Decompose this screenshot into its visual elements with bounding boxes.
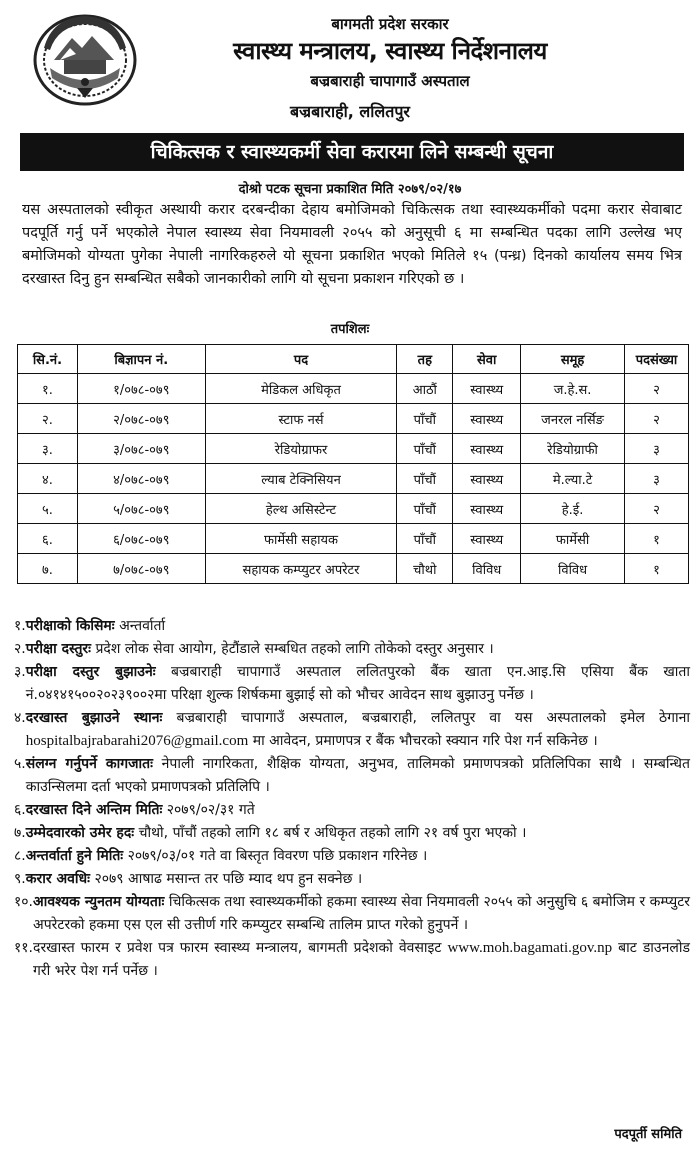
cell-level: पाँचौं xyxy=(397,404,453,434)
cell-positions: ३ xyxy=(625,434,689,464)
cell-advert-no: ३/०७८-०७९ xyxy=(77,434,205,464)
condition-item xyxy=(14,753,690,799)
condition-item xyxy=(14,615,690,638)
condition-item xyxy=(14,845,690,868)
condition-label: करार अवधिः xyxy=(25,871,90,887)
condition-label: दरखास्त बुझाउने स्थानः xyxy=(25,710,163,726)
cell-group: रेडियोग्राफी xyxy=(521,434,625,464)
vacancy-table xyxy=(17,344,689,584)
condition-number: ८. xyxy=(14,848,26,864)
condition-number: ५. xyxy=(14,756,26,772)
condition-text: चौथो, पाँचौं तहको लागि १८ बर्ष र अधिकृत तहको लागि २१ वर्ष पुरा भएको । xyxy=(138,825,527,841)
condition-text: अन्तर्वार्ता xyxy=(119,618,166,634)
cell-advert-no: ४/०७८-०७९ xyxy=(77,464,205,494)
condition-number: १. xyxy=(14,618,26,634)
col-header-serial: सि.नं. xyxy=(18,345,78,374)
col-header-advert-no: बिज्ञापन नं. xyxy=(77,345,205,374)
website-link[interactable]: www.moh.bagamati.gov.np xyxy=(447,940,613,956)
col-header-positions: पदसंख्या xyxy=(625,345,689,374)
condition-text: बज्रबाराही चापागाउँ अस्पताल, बज्रबाराही, ललितपुर वा यस अस्पतालको इमेल ठेगाना xyxy=(176,710,691,726)
col-header-group: समूह xyxy=(521,345,625,374)
cell-advert-no: १/०७८-०७९ xyxy=(77,374,205,404)
table-row xyxy=(18,404,689,434)
condition-label: दरखास्त दिने अन्तिम मितिः xyxy=(25,802,163,818)
cell-level: पाँचौं xyxy=(397,464,453,494)
cell-advert-no: ७/०७८-०७९ xyxy=(77,554,205,584)
condition-item xyxy=(14,707,690,753)
cell-positions: २ xyxy=(625,494,689,524)
cell-post: रेडियोग्राफर xyxy=(205,434,397,464)
cell-serial: ६. xyxy=(18,524,78,554)
notice-title-banner: चिकित्सक र स्वास्थ्यकर्मी सेवा करारमा लिने सम्बन्धी सूचना xyxy=(20,133,684,171)
cell-level: आठौं xyxy=(397,374,453,404)
cell-group: मे.ल्या.टे xyxy=(521,464,625,494)
cell-group: फार्मेसी xyxy=(521,524,625,554)
condition-number: २. xyxy=(14,641,26,657)
cell-service: स्वास्थ्य xyxy=(453,494,521,524)
condition-label: संलग्न गर्नुपर्ने कागजातः xyxy=(25,756,153,772)
condition-number: ७. xyxy=(14,825,26,841)
cell-level: पाँचौं xyxy=(397,524,453,554)
cell-level: पाँचौं xyxy=(397,494,453,524)
cell-advert-no: ६/०७८-०७९ xyxy=(77,524,205,554)
col-header-post: पद xyxy=(205,345,397,374)
condition-item xyxy=(14,638,690,661)
condition-label: उम्मेदवारको उमेर हदः xyxy=(25,825,135,841)
condition-label: आवश्यक न्युनतम योग्यताः xyxy=(33,894,165,910)
condition-text: प्रदेश लोक सेवा आयोग, हेटौंडाले सम्बधित तहको लागि तोकेको दस्तुर अनुसार । xyxy=(95,641,494,657)
condition-item xyxy=(14,891,690,937)
condition-text: २०७९/०२/३१ गते xyxy=(166,802,255,818)
condition-text: २०७९ आषाढ मसान्त तर पछि म्याद थप हुन सक्नेछ । xyxy=(94,871,363,887)
condition-number: १०. xyxy=(14,894,34,910)
cell-post: हेल्थ असिस्टेन्ट xyxy=(205,494,397,524)
table-row xyxy=(18,374,689,404)
table-row xyxy=(18,464,689,494)
cell-serial: ७. xyxy=(18,554,78,584)
signature-committee: पदपूर्ती समिति xyxy=(614,1127,682,1142)
cell-positions: २ xyxy=(625,404,689,434)
cell-serial: २. xyxy=(18,404,78,434)
condition-label: अन्तर्वार्ता हुने मितिः xyxy=(25,848,124,864)
cell-level: चौथो xyxy=(397,554,453,584)
condition-text: बज्रबाराही चापागाउँ अस्पताल ललितपुरको बैंक खाता एन.आइ.सि एसिया बैंक खाता नं.०४१४१५००२०२३९००२मा परिक्षा शुल्क शिर्षकमा बुझाई सो को भौचर आवेदन साथ बुझाउनु पर्नेछ । xyxy=(25,664,691,703)
condition-number: ६. xyxy=(14,802,26,818)
hospital-name: बज्रबाराही चापागाउँ अस्पताल xyxy=(310,72,470,90)
condition-number: ९. xyxy=(14,871,26,887)
condition-text: चिकित्सक तथा स्वास्थ्यकर्मीको हकमा स्वास्थ्य सेवा नियमावली २०५५ को अनुसुचि ६ बमोजिम र कम्प्युटर अपरेटरको हकमा एस एल सी उत्तीर्ण गरि कम्प्युटर सम्बन्धि तालिम प्राप्त गरेको हुनुपर्ने । xyxy=(33,894,691,933)
condition-label: परीक्षाको किसिमः xyxy=(25,618,115,634)
condition-item xyxy=(14,661,690,707)
cell-post: फार्मेसी सहायक xyxy=(205,524,397,554)
email-address[interactable]: hospitalbajrabarahi2076@gmail.com xyxy=(25,733,249,749)
cell-service: स्वास्थ्य xyxy=(453,404,521,434)
cell-positions: १ xyxy=(625,554,689,584)
cell-level: पाँचौं xyxy=(397,434,453,464)
government-name: बागमती प्रदेश सरकार xyxy=(331,15,449,33)
cell-positions: २ xyxy=(625,374,689,404)
table-title: तपशिलः xyxy=(330,322,370,337)
cell-service: स्वास्थ्य xyxy=(453,524,521,554)
cell-post: स्टाफ नर्स xyxy=(205,404,397,434)
cell-positions: १ xyxy=(625,524,689,554)
condition-number: ११. xyxy=(14,940,34,956)
condition-text-after: बाट डाउनलोड गरी भरेर पेश गर्न पर्नेछ । xyxy=(33,940,690,979)
condition-item xyxy=(14,822,690,845)
condition-label: परीक्षा दस्तुरः xyxy=(25,641,91,657)
table-header-row xyxy=(18,345,689,374)
cell-post: मेडिकल अधिकृत xyxy=(205,374,397,404)
cell-service: स्वास्थ्य xyxy=(453,434,521,464)
condition-item xyxy=(14,799,690,822)
cell-serial: १. xyxy=(18,374,78,404)
condition-text: नेपाली नागरिकता, शैक्षिक योग्यता, अनुभव, तालिमको प्रमाणपत्रको प्रतिलिपिका साथै । सम्बन्धित काउन्सिलमा दर्ता भएको प्रमाणपत्रको प्रतिलिपि । xyxy=(25,756,690,795)
condition-text: दरखास्त फारम र प्रवेश पत्र फारम स्वास्थ्य मन्त्रालय, बागमती प्रदेशको वेवसाइट xyxy=(33,940,442,956)
condition-item xyxy=(14,937,690,983)
condition-text: २०७९/०३/०१ गते वा बिस्तृत विवरण पछि प्रकाशन गरिनेछ । xyxy=(127,848,428,864)
table-row xyxy=(18,494,689,524)
cell-serial: ३. xyxy=(18,434,78,464)
cell-post: ल्याब टेक्निसियन xyxy=(205,464,397,494)
cell-group: विविध xyxy=(521,554,625,584)
cell-service: विविध xyxy=(453,554,521,584)
cell-service: स्वास्थ्य xyxy=(453,374,521,404)
publication-date: दोश्रो पटक सूचना प्रकाशित मिति २०७९/०२/१७ xyxy=(238,182,462,197)
intro-paragraph: यस अस्पतालको स्वीकृत अस्थायी करार दरबन्दीका देहाय बमोजिमको चिकित्सक तथा स्वास्थ्यकर्मीको पदमा करार सेवाबाट पदपूर्ति गर्नु पर्ने भएकोले नेपाल स्वास्थ्य सेवा नियमावली २०५५ को अनुसूची ६ मा सम्बन्धित पदका लागि उल्लेख भए बमोजिमको योग्यता पुगेका नेपाली नागरिकहरुले यो सूचना प्रकाशित भएको मितिले १५ (पन्ध्र) दिनको कार्यालय समय भित्र दरखास्त दिनु हुन सम्बन्धित सबैको जानकारीको लागि यो सूचना प्रकाशन गरिएको छ । xyxy=(22,202,682,287)
col-header-service: सेवा xyxy=(453,345,521,374)
condition-number: ३. xyxy=(14,664,26,680)
condition-number: ४. xyxy=(14,710,26,726)
condition-item xyxy=(14,868,690,891)
cell-serial: ४. xyxy=(18,464,78,494)
condition-label: परीक्षा दस्तुर बुझाउनेः xyxy=(25,664,156,680)
table-row xyxy=(18,524,689,554)
ministry-name: स्वास्थ्य मन्त्रालय, स्वास्थ्य निर्देशनालय xyxy=(233,37,547,65)
cell-post: सहायक कम्प्युटर अपरेटर xyxy=(205,554,397,584)
cell-group: ज.हे.स. xyxy=(521,374,625,404)
col-header-level: तह xyxy=(397,345,453,374)
cell-group: हे.ई. xyxy=(521,494,625,524)
cell-service: स्वास्थ्य xyxy=(453,464,521,494)
cell-serial: ५. xyxy=(18,494,78,524)
condition-text-after: मा आवेदन, प्रमाणपत्र र बैंक भौचरको स्क्यान गरि पेश गर्न सकिनेछ । xyxy=(252,733,598,749)
cell-positions: ३ xyxy=(625,464,689,494)
cell-advert-no: २/०७८-०७९ xyxy=(77,404,205,434)
cell-group: जनरल नर्सिङ xyxy=(521,404,625,434)
cell-advert-no: ५/०७८-०७९ xyxy=(77,494,205,524)
conditions-list xyxy=(14,615,690,983)
hospital-location: बज्रबाराही, ललितपुर xyxy=(290,102,410,121)
table-row xyxy=(18,434,689,464)
table-row xyxy=(18,554,689,584)
